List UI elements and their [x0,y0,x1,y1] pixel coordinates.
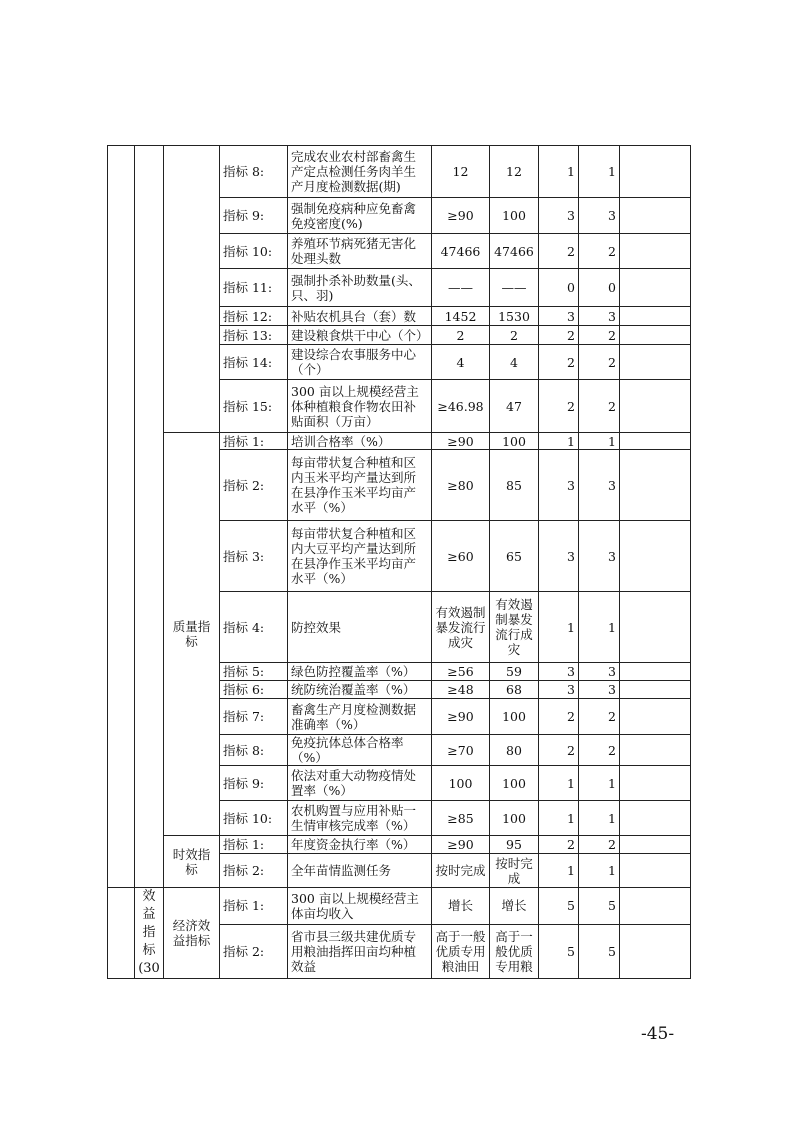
actual-value: 95 [490,836,539,854]
indicator-name: 指标 8: [220,735,288,766]
score-value: 0 [579,269,620,307]
remark-cell [620,854,691,888]
target-value: 100 [432,766,490,801]
weight-value: 3 [539,521,579,592]
outer-column-cell [108,146,135,888]
indicator-name: 指标 13: [220,326,288,345]
table-row [108,146,691,198]
target-value: ≥80 [432,450,490,521]
weight-value: 3 [539,450,579,521]
actual-value: 100 [490,699,539,735]
actual-value: —— [490,269,539,307]
actual-value: 68 [490,681,539,699]
indicator-content: 300 亩以上规模经营主体种植粮食作物农田补贴面积（万亩） [288,380,432,433]
indicator-name: 指标 12: [220,307,288,326]
indicator-name: 指标 7: [220,699,288,735]
remark-cell [620,198,691,234]
score-value: 3 [579,663,620,681]
target-value: ≥56 [432,663,490,681]
remark-cell [620,433,691,450]
indicator-name: 指标 9: [220,766,288,801]
outer-column-cell [108,888,135,979]
actual-value: 4 [490,345,539,380]
target-value: 增长 [432,888,490,925]
actual-value: 59 [490,663,539,681]
indicator-content: 农机购置与应用补贴一生情审核完成率（%） [288,801,432,836]
actual-value: 47 [490,380,539,433]
weight-value: 2 [539,699,579,735]
indicator-content: 300 亩以上规模经营主体亩均收入 [288,888,432,925]
remark-cell [620,801,691,836]
target-value: ≥60 [432,521,490,592]
target-value: ≥48 [432,681,490,699]
remark-cell [620,345,691,380]
weight-value: 1 [539,801,579,836]
score-value: 3 [579,307,620,326]
weight-value: 3 [539,681,579,699]
score-value: 2 [579,699,620,735]
score-value: 2 [579,326,620,345]
indicator-content: 培训合格率（%） [288,433,432,450]
weight-value: 2 [539,836,579,854]
remark-cell [620,663,691,681]
indicator-content: 全年苗情监测任务 [288,854,432,888]
table-row [108,836,691,854]
table-row [108,433,691,450]
remark-cell [620,735,691,766]
actual-value: 有效遏制暴发流行成灾 [490,592,539,663]
weight-value: 3 [539,307,579,326]
remark-cell [620,888,691,925]
score-value: 2 [579,345,620,380]
actual-value: 1530 [490,307,539,326]
weight-value: 2 [539,326,579,345]
weight-value: 0 [539,269,579,307]
indicator-name: 指标 6: [220,681,288,699]
actual-value: 100 [490,198,539,234]
weight-value: 2 [539,345,579,380]
economic-group-label: 经济效益指标 [164,888,220,979]
indicator-content: 每亩带状复合种植和区内大豆平均产量达到所在县净作玉米平均亩产水平（%） [288,521,432,592]
remark-cell [620,766,691,801]
score-value: 2 [579,735,620,766]
score-value: 3 [579,198,620,234]
indicator-name: 指标 1: [220,433,288,450]
target-value: 2 [432,326,490,345]
target-value: 有效遏制暴发流行成灾 [432,592,490,663]
actual-value: 高于一般优质专用粮 [490,924,539,978]
remark-cell [620,380,691,433]
actual-value: 100 [490,433,539,450]
indicator-name: 指标 1: [220,888,288,925]
remark-cell [620,269,691,307]
score-value: 1 [579,801,620,836]
weight-value: 1 [539,766,579,801]
actual-value: 100 [490,766,539,801]
actual-value: 65 [490,521,539,592]
indicator-content: 绿色防控覆盖率（%） [288,663,432,681]
target-value: ≥90 [432,433,490,450]
indicator-content: 强制免疫病种应免畜禽免疫密度(%) [288,198,432,234]
indicator-name: 指标 11: [220,269,288,307]
indicator-name: 指标 8: [220,146,288,198]
indicator-name: 指标 9: [220,198,288,234]
weight-value: 2 [539,735,579,766]
table-row [108,888,691,925]
weight-value: 1 [539,146,579,198]
weight-value: 1 [539,854,579,888]
timeliness-group-label: 时效指标 [164,836,220,888]
indicator-content: 免疫抗体总体合格率（%） [288,735,432,766]
score-value: 2 [579,234,620,269]
score-value: 5 [579,888,620,925]
actual-value: 增长 [490,888,539,925]
benefit-label-text: 效益指标(30 [138,889,160,976]
weight-value: 5 [539,888,579,925]
weight-value: 3 [539,198,579,234]
score-value: 1 [579,854,620,888]
indicator-content: 补贴农机具台（套）数 [288,307,432,326]
score-value: 1 [579,766,620,801]
indicator-name: 指标 2: [220,854,288,888]
remark-cell [620,450,691,521]
remark-cell [620,681,691,699]
target-value: 1452 [432,307,490,326]
indicator-name: 指标 10: [220,234,288,269]
score-value: 5 [579,924,620,978]
remark-cell [620,592,691,663]
score-value: 3 [579,521,620,592]
target-value: ≥46.98 [432,380,490,433]
target-value: 4 [432,345,490,380]
target-value: ≥90 [432,836,490,854]
indicator-content: 强制扑杀补助数量(头、只、羽) [288,269,432,307]
indicator-name: 指标 5: [220,663,288,681]
indicator-content: 年度资金执行率（%） [288,836,432,854]
benefit-group-label [135,888,164,979]
remark-cell [620,836,691,854]
score-value: 1 [579,146,620,198]
score-value: 3 [579,450,620,521]
indicator-content: 完成农业农村部畜禽生产定点检测任务肉羊生产月度检测数据(期) [288,146,432,198]
remark-cell [620,521,691,592]
score-value: 1 [579,592,620,663]
remark-cell [620,307,691,326]
weight-value: 2 [539,380,579,433]
indicator-name: 指标 1: [220,836,288,854]
remark-cell [620,146,691,198]
target-value: —— [432,269,490,307]
score-value: 1 [579,433,620,450]
indicator-name: 指标 2: [220,924,288,978]
indicator-name: 指标 3: [220,521,288,592]
indicator-name: 指标 10: [220,801,288,836]
indicator-content: 省市县三级共建优质专用粮油指挥田亩均种植效益 [288,924,432,978]
indicator-name: 指标 4: [220,592,288,663]
actual-value: 47466 [490,234,539,269]
indicator-content: 养殖环节病死猪无害化处理头数 [288,234,432,269]
score-value: 3 [579,681,620,699]
score-value: 2 [579,836,620,854]
indicator-content: 畜禽生产月度检测数据准确率（%） [288,699,432,735]
indicator-content: 依法对重大动物疫情处置率（%） [288,766,432,801]
target-value: ≥70 [432,735,490,766]
weight-value: 3 [539,663,579,681]
remark-cell [620,924,691,978]
quality-group-label: 质量指标 [164,433,220,836]
actual-value: 2 [490,326,539,345]
target-value: 12 [432,146,490,198]
indicator-content: 建设粮食烘干中心（个） [288,326,432,345]
indicator-name: 指标 2: [220,450,288,521]
actual-value: 12 [490,146,539,198]
quantity-group-cell [164,146,220,433]
page-number: -45- [641,1024,675,1044]
target-value: 高于一般优质专用粮油田 [432,924,490,978]
target-value: ≥90 [432,699,490,735]
indicator-content: 每亩带状复合种植和区内玉米平均产量达到所在县净作玉米平均亩产水平（%） [288,450,432,521]
level1-cell [135,146,164,888]
actual-value: 80 [490,735,539,766]
target-value: ≥85 [432,801,490,836]
target-value: ≥90 [432,198,490,234]
actual-value: 85 [490,450,539,521]
remark-cell [620,699,691,735]
indicator-name: 指标 14: [220,345,288,380]
target-value: 按时完成 [432,854,490,888]
indicator-content: 统防统治覆盖率（%） [288,681,432,699]
remark-cell [620,326,691,345]
actual-value: 按时完成 [490,854,539,888]
actual-value: 100 [490,801,539,836]
indicator-name: 指标 15: [220,380,288,433]
indicator-content: 防控效果 [288,592,432,663]
weight-value: 5 [539,924,579,978]
score-value: 2 [579,380,620,433]
target-value: 47466 [432,234,490,269]
remark-cell [620,234,691,269]
weight-value: 1 [539,592,579,663]
weight-value: 2 [539,234,579,269]
indicator-content: 建设综合农事服务中心（个） [288,345,432,380]
indicator-table [107,145,691,979]
weight-value: 1 [539,433,579,450]
